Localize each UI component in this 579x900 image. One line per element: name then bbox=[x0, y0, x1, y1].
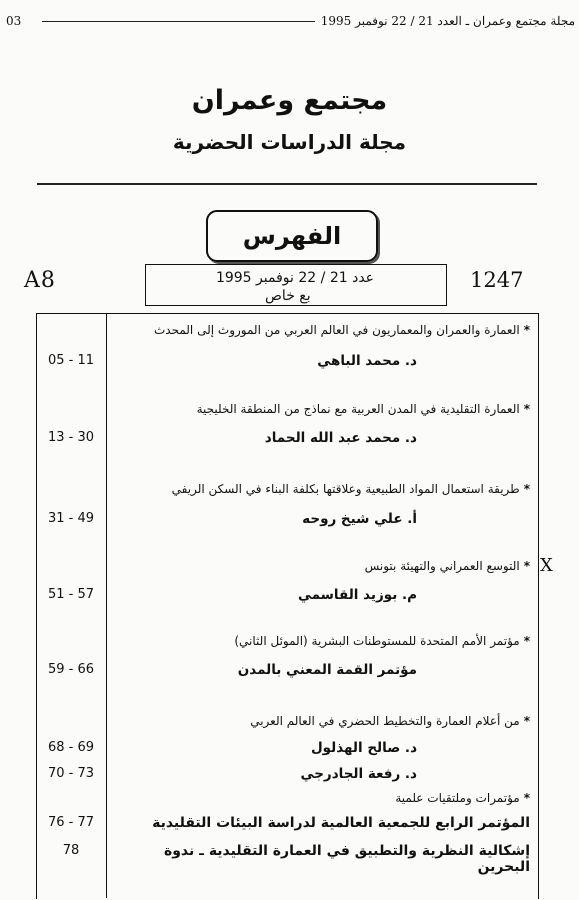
toc-entry-item: المؤتمر الرابع للجمعية العالمية لدراسة البيئات التقليدية bbox=[152, 815, 530, 831]
toc-entry-pages: 31 - 49 bbox=[47, 511, 95, 526]
bullet-star-icon: * bbox=[523, 791, 530, 805]
toc-entry-pages: 70 - 73 bbox=[47, 766, 95, 781]
toc-entry-title: *التوسع العمراني والتهيئة بتونس bbox=[364, 559, 530, 573]
toc-entry-author: أ. علي شيخ روحه bbox=[302, 511, 417, 527]
toc-entry-pages: 78 bbox=[62, 843, 80, 858]
page-number: 03 bbox=[6, 14, 22, 28]
toc-entry-item: إشكالية النظرية والتطبيق في العمارة التقليدية ـ ندوة البحرين bbox=[163, 843, 530, 875]
toc-entry-author: مؤتمر القمة المعني بالمدن bbox=[237, 662, 417, 678]
handwritten-note-right: 1247 bbox=[470, 268, 524, 292]
journal-subtitle: مجلة الدراسات الحضرية bbox=[172, 130, 407, 154]
index-title-box bbox=[206, 210, 378, 262]
toc-entry-title: *طريقة استعمال المواد الطبيعية وعلاقتها بكلفة البناء في السكن الريفي bbox=[171, 482, 530, 496]
toc-entry-title: *العمارة والعمران والمعماريون في العالم العربي من الموروث إلى المحدث bbox=[154, 323, 530, 337]
toc-entry-pages: 59 - 66 bbox=[47, 662, 95, 677]
toc-entry-author: د. محمد عبد الله الحماد bbox=[264, 430, 417, 446]
toc-entry-pages: 51 - 57 bbox=[47, 587, 95, 602]
toc-column-divider bbox=[106, 313, 107, 898]
toc-entry-title: *من أعلام العمارة والتخطيط الحضري في العالم العربي bbox=[250, 714, 530, 728]
toc-entry-title: *مؤتمر الأمم المتحدة للمستوطنات البشرية (الموئل الثاني) bbox=[234, 634, 530, 648]
bullet-star-icon: * bbox=[523, 634, 530, 648]
running-title: مجلة مجتمع وعمران ـ العدد 21 / 22 نوفمبر 1995 bbox=[320, 14, 575, 28]
toc-entry-title: *العمارة التقليدية في المدن العربية مع نماذج من المنطقة الخليجية bbox=[196, 402, 530, 416]
journal-title: مجتمع وعمران bbox=[191, 85, 388, 116]
toc-entry-title: *مؤتمرات وملتقيات علمية bbox=[395, 791, 530, 805]
header-rule bbox=[42, 21, 315, 22]
toc-entry-author: د. محمد الباهي bbox=[317, 353, 417, 369]
running-header bbox=[4, 10, 575, 32]
toc-entry-author: د. صالح الهذلول bbox=[310, 740, 417, 756]
toc-entry-author: د. رفعة الجادرجي bbox=[300, 766, 417, 782]
issue-label: عدد 21 / 22 نوفمبر 1995 bbox=[215, 270, 375, 286]
handwritten-margin-mark: X bbox=[540, 555, 553, 576]
index-title: الفهرس bbox=[242, 222, 342, 250]
bullet-star-icon: * bbox=[523, 714, 530, 728]
toc-entry-pages: 68 - 69 bbox=[47, 740, 95, 755]
bullet-star-icon: * bbox=[523, 402, 530, 416]
toc-entry-pages: 13 - 30 bbox=[47, 430, 95, 445]
toc-entry-pages: 76 - 77 bbox=[47, 815, 95, 830]
issue-handwritten-note: بع خاص bbox=[265, 288, 311, 304]
divider-rule bbox=[37, 183, 537, 185]
toc-entry-pages: 05 - 11 bbox=[47, 353, 95, 368]
handwritten-note-left: A8 bbox=[24, 268, 56, 293]
bullet-star-icon: * bbox=[523, 559, 530, 573]
bullet-star-icon: * bbox=[523, 482, 530, 496]
bullet-star-icon: * bbox=[523, 323, 530, 337]
toc-entry-author: م. بوزيد القاسمي bbox=[297, 587, 417, 603]
